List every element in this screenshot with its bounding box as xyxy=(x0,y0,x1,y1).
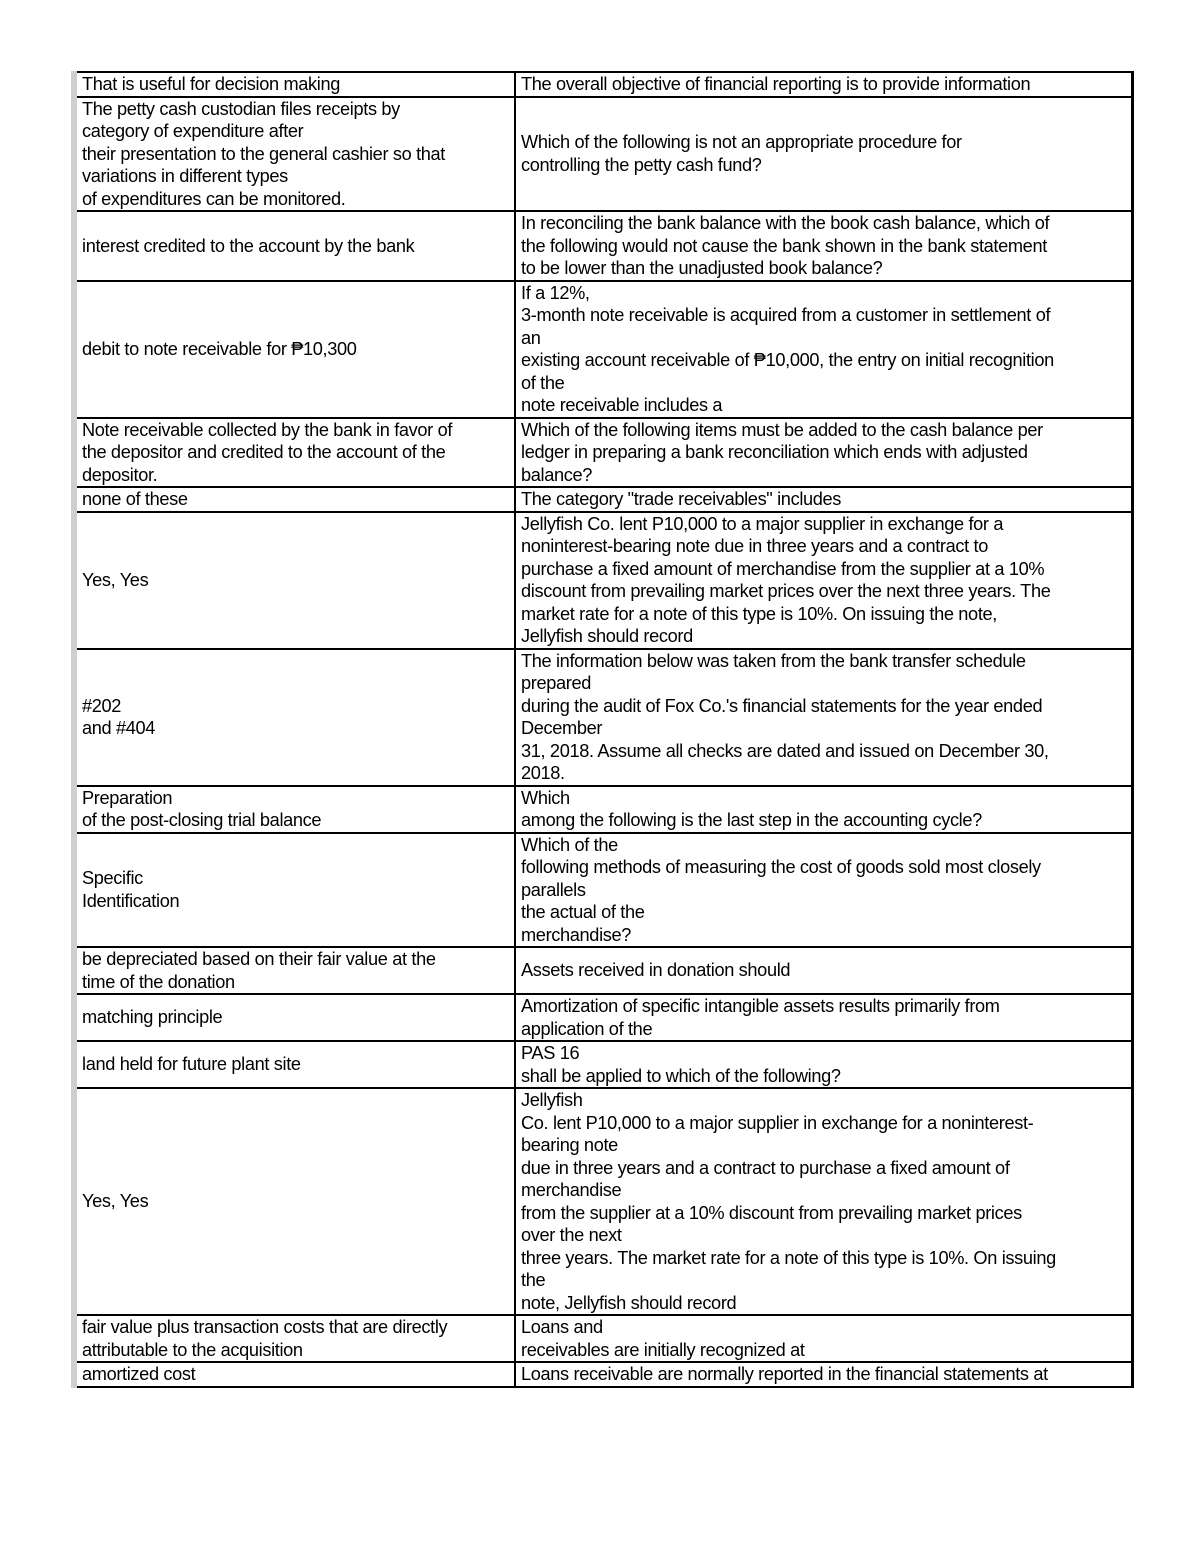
answer-cell: The petty cash custodian files receipts by category of expenditure after their presentation to the general cashier so that variations in different types of expenditures can be monitored. xyxy=(74,97,515,212)
table-row xyxy=(74,418,1132,488)
question-cell: PAS 16 shall be applied to which of the following? xyxy=(515,1041,1132,1088)
question-cell: The category "trade receivables" includes xyxy=(515,487,1132,512)
question-cell: Which among the following is the last step in the accounting cycle? xyxy=(515,786,1132,833)
question-cell: Jellyfish Co. lent P10,000 to a major supplier in exchange for a noninterest- bearing note due in three years and a contract to purchase a fixed amount of merchandise from the supplier at a 10% discount from prevailing market prices over the next three years. The market rate for a note of this type is 10%. On issuing the note, Jellyfish should record xyxy=(515,1088,1132,1315)
answer-cell: #202 and #404 xyxy=(74,649,515,786)
table-row xyxy=(74,487,1132,512)
table-row xyxy=(74,1362,1132,1387)
question-cell: The overall objective of financial reporting is to provide information xyxy=(515,72,1132,97)
question-cell: Which of the following methods of measuring the cost of goods sold most closely parallels the actual of the merchandise? xyxy=(515,833,1132,948)
answer-cell: Preparation of the post-closing trial balance xyxy=(74,786,515,833)
table-row xyxy=(74,97,1132,212)
question-cell: In reconciling the bank balance with the book cash balance, which of the following would not cause the bank shown in the bank statement to be lower than the unadjusted book balance? xyxy=(515,211,1132,281)
answer-cell: Note receivable collected by the bank in favor of the depositor and credited to the account of the depositor. xyxy=(74,418,515,488)
answer-cell: interest credited to the account by the bank xyxy=(74,211,515,281)
table-row xyxy=(74,1315,1132,1362)
question-cell: Assets received in donation should xyxy=(515,947,1132,994)
answer-cell: Specific Identification xyxy=(74,833,515,948)
answer-cell: none of these xyxy=(74,487,515,512)
qa-table xyxy=(71,71,1134,1388)
answer-cell: debit to note receivable for ₱10,300 xyxy=(74,281,515,418)
answer-cell: Yes, Yes xyxy=(74,512,515,649)
table-row xyxy=(74,72,1132,97)
question-cell: Amortization of specific intangible assets results primarily from application of the xyxy=(515,994,1132,1041)
table-row xyxy=(74,994,1132,1041)
table-row xyxy=(74,281,1132,418)
answer-cell: That is useful for decision making xyxy=(74,72,515,97)
question-cell: Loans receivable are normally reported in the financial statements at xyxy=(515,1362,1132,1387)
table-row xyxy=(74,833,1132,948)
answer-cell: fair value plus transaction costs that are directly attributable to the acquisition xyxy=(74,1315,515,1362)
question-cell: Loans and receivables are initially recognized at xyxy=(515,1315,1132,1362)
answer-cell: matching principle xyxy=(74,994,515,1041)
question-cell: Which of the following is not an appropriate procedure for controlling the petty cash fund? xyxy=(515,97,1132,212)
question-cell: If a 12%, 3-month note receivable is acquired from a customer in settlement of an existing account receivable of ₱10,000, the entry on initial recognition of the note receivable includes a xyxy=(515,281,1132,418)
question-cell: Which of the following items must be added to the cash balance per ledger in preparing a bank reconciliation which ends with adjusted balance? xyxy=(515,418,1132,488)
answer-cell: be depreciated based on their fair value at the time of the donation xyxy=(74,947,515,994)
table-row xyxy=(74,211,1132,281)
answer-cell: amortized cost xyxy=(74,1362,515,1387)
question-cell: Jellyfish Co. lent P10,000 to a major supplier in exchange for a noninterest-bearing note due in three years and a contract to purchase a fixed amount of merchandise from the supplier at a 10% discount from prevailing market prices over the next three years. The market rate for a note of this type is 10%. On issuing the note, Jellyfish should record xyxy=(515,512,1132,649)
table-row xyxy=(74,947,1132,994)
table-row xyxy=(74,512,1132,649)
table-row xyxy=(74,649,1132,786)
question-cell: The information below was taken from the bank transfer schedule prepared during the audit of Fox Co.'s financial statements for the year ended December 31, 2018. Assume all checks are dated and issued on December 30, 2018. xyxy=(515,649,1132,786)
answer-cell: Yes, Yes xyxy=(74,1088,515,1315)
answer-cell: land held for future plant site xyxy=(74,1041,515,1088)
table-row xyxy=(74,786,1132,833)
table-row xyxy=(74,1088,1132,1315)
table-row xyxy=(74,1041,1132,1088)
